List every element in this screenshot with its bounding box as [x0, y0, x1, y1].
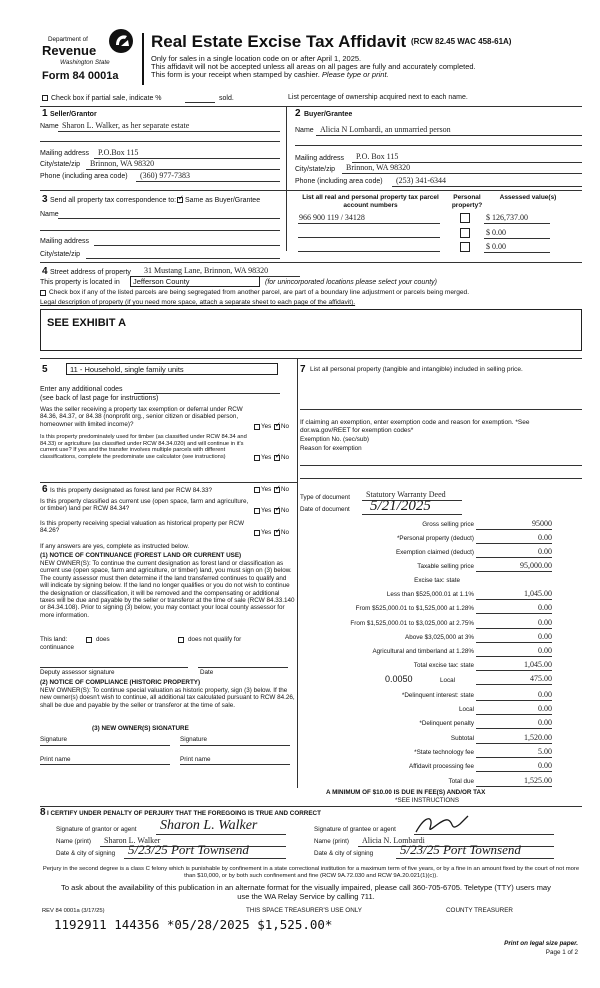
- local-label: Local: [440, 677, 456, 684]
- buyer-number: 2: [295, 108, 301, 119]
- rule: [40, 667, 188, 668]
- segregated-label: Check box if any of the listed parcels are being segregated from another parcel, are part of a boundary line adjustment or parcels being merged.: [49, 289, 470, 296]
- partial-sale-label: Check box if partial sale, indicate %: [51, 95, 162, 102]
- rule: [476, 757, 552, 758]
- s6-q2-no-checkbox[interactable]: [274, 508, 280, 514]
- delinquent-local-label: Local: [458, 706, 474, 713]
- rule: [298, 251, 440, 252]
- tier3-value[interactable]: 0.00: [538, 618, 552, 627]
- local-rate[interactable]: 0.0050: [385, 674, 413, 684]
- form-number: Form 84 0001a: [42, 70, 119, 82]
- s6-q3-text: Is this property receiving special valuation as historical property per RCW 84.26?: [40, 520, 245, 535]
- rule: [40, 106, 582, 107]
- sig-grantor[interactable]: Sharon L. Walker: [160, 818, 258, 833]
- partial-sale-checkbox[interactable]: [42, 95, 48, 101]
- section7-text: List all personal property (tangible and intangible) included in selling price.: [310, 366, 523, 373]
- rule: [156, 834, 286, 835]
- col-divider: [297, 358, 298, 788]
- perjury-notice: Perjury in the second degree is a class C felony which is punishable by confinement in a state correctional institution for a maximum term of five years, or by a fine in an amount fixed by the court of not more than $10,000, or by both such confinement and fine (RCW 9A.72.030 and RCW 9A.20.021(1)(c)).: [42, 866, 580, 879]
- section5-number: 5: [42, 364, 48, 375]
- seller-heading: Seller/Grantor: [50, 111, 97, 118]
- buyer-heading: Buyer/Grantee: [304, 111, 353, 118]
- exemption-text: If claiming an exemption, enter exemption code and reason for exemption. *See dor.wa.gov/REET for exemption codes*: [300, 419, 530, 434]
- rule: [476, 700, 552, 701]
- rule: [40, 764, 170, 765]
- rule: [134, 393, 280, 394]
- section3-city-label: City/state/zip: [40, 251, 81, 258]
- rule: [476, 684, 552, 685]
- subtitle-2: This affidavit will not be accepted unless all areas on all pages are fully and accurately completed.: [151, 62, 476, 71]
- new-owner-print-1: Print name: [40, 756, 71, 763]
- rule: [40, 141, 280, 142]
- buyer-mail-label: Mailing address: [295, 155, 345, 162]
- partial-sale-line: [185, 102, 215, 103]
- deputy-date-label: Date: [200, 669, 214, 676]
- delinquent-state-label: *Delinquent interest: state: [401, 692, 474, 699]
- s6-q2-no-label: No: [281, 507, 290, 514]
- s6-q3-yes-checkbox[interactable]: [254, 530, 260, 536]
- assessed-value-3[interactable]: $ 0.00: [486, 242, 506, 251]
- q1-no-checkbox[interactable]: [274, 424, 280, 430]
- q1-no-label: No: [281, 423, 290, 430]
- doc-date-label: Date of document: [300, 506, 350, 513]
- rule: [300, 465, 582, 466]
- rule: [476, 628, 552, 629]
- minimum-notice: A MINIMUM OF $10.00 IS DUE IN FEE(S) AND/OR TAX: [326, 789, 486, 796]
- same-as-buyer-label: Same as Buyer/Grantee: [185, 197, 261, 204]
- ownership-note: List percentage of ownership acquired next to each name.: [288, 94, 468, 101]
- subtotal-label: Subtotal: [450, 735, 474, 742]
- seller-name[interactable]: Sharon L. Walker, as her separate estate: [62, 121, 190, 130]
- legal-paper-note: Print on legal size paper.: [504, 940, 578, 947]
- rule: [396, 858, 554, 859]
- use-code-select[interactable]: [66, 363, 278, 375]
- title-rcw: (RCW 82.45 WAC 458-61A): [411, 37, 512, 46]
- rule: [392, 186, 582, 187]
- new-owner-sig-label: (3) NEW OWNER(S) SIGNATURE: [92, 725, 189, 732]
- exemption-no-label: Exemption No. (sec/sub): [300, 436, 369, 443]
- s6-q1-yes-label: Yes: [261, 486, 272, 493]
- rule: [476, 557, 552, 558]
- rule: [476, 670, 552, 671]
- page-title: Real Estate Excise Tax Affidavit: [151, 32, 407, 51]
- parcels-col1: List all real and personal property tax parcel account numbers: [302, 194, 439, 209]
- addl-codes-note: (see back of last page for instructions): [40, 395, 159, 402]
- treasurer-stamp: 1192911 144356 *05/28/2025 $1,525.00*: [54, 917, 333, 932]
- alt-format-notice: To ask about the availability of this publication in an alternate format for the visually impaired, please call 360-705-6705. Teletype (TTY) users may use the WA Relay Service by calling 711.: [61, 883, 551, 901]
- rule: [40, 190, 582, 191]
- buyer-mail[interactable]: P.O. Box 115: [356, 152, 399, 161]
- s6-q1-yes-checkbox[interactable]: [254, 487, 260, 493]
- rule: [40, 358, 582, 359]
- section7-number: 7: [300, 364, 306, 375]
- assessed-value-2[interactable]: $ 0.00: [486, 228, 506, 237]
- rule: [300, 478, 582, 479]
- q2-no-checkbox[interactable]: [274, 455, 280, 461]
- rule: [40, 745, 170, 746]
- seller-city[interactable]: Brinnon, WA 98320: [90, 159, 155, 168]
- seller-city-label: City/state/zip: [40, 161, 81, 168]
- rule: [58, 131, 280, 132]
- taxable-label: Taxable selling price: [417, 563, 474, 570]
- date-city-grantor-label: Date & city of signing: [56, 850, 116, 857]
- page-number: Page 1 of 2: [545, 949, 578, 956]
- personal-value[interactable]: 0.00: [538, 533, 552, 542]
- same-as-buyer-checkbox[interactable]: [177, 197, 183, 203]
- county-note: (for unincorporated locations please select your county): [265, 279, 437, 286]
- addl-codes-label: Enter any additional codes: [40, 386, 123, 393]
- treasurer-only: THIS SPACE TREASURER'S USE ONLY: [246, 907, 362, 914]
- header-divider: [142, 33, 144, 85]
- dor-logo-icon: [108, 28, 134, 54]
- s6-q3-no-label: No: [281, 529, 290, 536]
- county-label: This property is located in: [40, 279, 120, 286]
- notice2-title: (2) NOTICE OF COMPLIANCE (HISTORIC PROPERTY): [40, 679, 201, 686]
- use-code-value: 11 - Household, single family units: [70, 365, 184, 374]
- rule: [94, 245, 280, 246]
- notice1-title: (1) NOTICE OF CONTINUANCE (FOREST LAND OR CURRENT USE): [40, 552, 242, 559]
- rule: [476, 743, 552, 744]
- parcels-col2: Personal property?: [451, 194, 483, 209]
- exemption-claimed-label: Exemption claimed (deduct): [395, 549, 474, 556]
- rule: [476, 543, 552, 544]
- q1-text: Was the seller receiving a property tax exemption or deferral under RCW 84.36, 84.37, or 84.38 (nonprofit org., senior citizen or disabled person, homeowner with limited income)?: [40, 406, 243, 428]
- total-due-value[interactable]: 1,525.00: [524, 776, 552, 785]
- section3-text: Send all property tax correspondence to:: [50, 197, 177, 204]
- rule: [86, 258, 280, 259]
- s6-q3-no-checkbox[interactable]: [274, 530, 280, 536]
- segregated-checkbox[interactable]: [40, 290, 46, 296]
- notice2-body: NEW OWNER(S): To continue special valuation as historic property, sign (3) below. If the new owner(s) doesn't wish to continue, all additional tax calculated pursuant to RCW 84.26, shall be due and payable by the seller or transferor at the time of sale.: [40, 687, 295, 709]
- rule: [476, 529, 552, 530]
- s6-q2-yes-checkbox[interactable]: [254, 508, 260, 514]
- rule: [198, 667, 288, 668]
- county-treasurer: COUNTY TREASURER: [446, 907, 513, 914]
- delinquent-state-value[interactable]: 0.00: [538, 690, 552, 699]
- parcels-col3: Assessed value(s): [499, 194, 557, 201]
- personal-label: *Personal property (deduct): [396, 535, 474, 542]
- rule: [40, 806, 582, 807]
- tier3-label: From $1,525,000.01 to $3,025,000 at 2.75%: [350, 620, 474, 627]
- exemption-claimed-value[interactable]: 0.00: [538, 547, 552, 556]
- partial-sale-post: sold.: [219, 95, 234, 102]
- total-state-label: Total excise tax: state: [413, 662, 474, 669]
- tier5-label: Agricultural and timberland at 1.28%: [372, 648, 474, 655]
- new-owner-sig-1: Signature: [40, 736, 67, 743]
- tier4-label: Above $3,025,000 at 3%: [405, 634, 474, 641]
- buyer-phone[interactable]: (253) 341-6344: [396, 176, 446, 185]
- rule: [476, 771, 552, 772]
- seller-name-label: Name: [40, 123, 59, 130]
- rule: [40, 262, 582, 263]
- buyer-name[interactable]: Alicia N Lombardi, an unmarried person: [320, 125, 451, 134]
- rule: [414, 834, 554, 835]
- dept-line2: Revenue: [42, 43, 97, 58]
- rule: [484, 223, 550, 224]
- name-grantee-label: Name (print): [314, 838, 349, 845]
- tier1-value[interactable]: 1,045.00: [524, 589, 552, 598]
- q1-yes-checkbox[interactable]: [254, 424, 260, 430]
- affidavit-fee-value[interactable]: 0.00: [538, 761, 552, 770]
- s6-q2-text: Is this property classified as current use (open space, farm and agriculture, or timber) land per RCW 84.34?: [40, 498, 249, 513]
- legal-description-text: SEE EXHIBIT A: [47, 317, 127, 329]
- rule: [476, 786, 552, 787]
- section8-number: 8: [40, 807, 46, 818]
- rule: [316, 135, 582, 136]
- parcel-number-1[interactable]: 966 900 119 / 34128: [299, 213, 365, 222]
- penalty-label: *Delinquent penalty: [419, 720, 474, 727]
- street-address[interactable]: 31 Mustang Lane, Brinnon, WA 98320: [144, 266, 269, 275]
- q1-yes-label: Yes: [261, 423, 272, 430]
- date-city-grantee[interactable]: 5/23/25 Port Townsend: [400, 842, 521, 857]
- rule: [476, 613, 552, 614]
- rule: [58, 218, 280, 219]
- new-owner-print-2: Print name: [180, 756, 211, 763]
- affidavit-fee-label: Affidavit processing fee: [409, 763, 474, 770]
- q2-yes-label: Yes: [261, 454, 272, 461]
- subtitle-3: This form is your receipt when stamped by cashier. Please type or print.: [151, 70, 389, 79]
- rule: [476, 571, 552, 572]
- continuance-label: continuance: [40, 644, 74, 651]
- rule: [180, 745, 290, 746]
- rule: [476, 728, 552, 729]
- certify-text: I CERTIFY UNDER PENALTY OF PERJURY THAT THE FOREGOING IS TRUE AND CORRECT: [47, 810, 321, 817]
- rule: [484, 238, 550, 239]
- s6-q2-yes-label: Yes: [261, 507, 272, 514]
- personal-property-checkbox-1[interactable]: [460, 213, 470, 223]
- does-checkbox[interactable]: [86, 637, 92, 643]
- rule: [40, 482, 297, 483]
- street-label: Street address of property: [50, 269, 131, 276]
- rule: [180, 764, 290, 765]
- techfee-label: *State technology fee: [414, 749, 474, 756]
- s6-q3-yes-label: Yes: [261, 529, 272, 536]
- tier5-value[interactable]: 0.00: [538, 646, 552, 655]
- q2-no-label: No: [281, 454, 290, 461]
- sig-grantee-scribble[interactable]: [412, 812, 472, 836]
- total-due-label: Total due: [448, 778, 474, 785]
- does-not-checkbox[interactable]: [178, 637, 184, 643]
- rule: [40, 230, 280, 231]
- s6-q4-text: If any answers are yes, complete as instructed below.: [40, 543, 190, 550]
- subtitle-1: Only for sales in a single location code on or after April 1, 2025.: [151, 54, 362, 63]
- seller-number: 1: [42, 108, 48, 119]
- tier4-value[interactable]: 0.00: [538, 632, 552, 641]
- delinquent-local-value[interactable]: 0.00: [538, 704, 552, 713]
- seller-mail-label: Mailing address: [40, 150, 90, 157]
- seller-phone-label: Phone (including area code): [40, 173, 128, 180]
- rule: [124, 858, 286, 859]
- doc-date[interactable]: 5/21/2025: [370, 498, 431, 514]
- buyer-name-label: Name: [295, 127, 314, 134]
- subtotal-value[interactable]: 1,520.00: [524, 733, 552, 742]
- buyer-city-label: City/state/zip: [295, 166, 336, 173]
- notice1-body: NEW OWNER(S): To continue the current designation as forest land or classification as current use (open space, farm and agriculture, or timber) land, you must sign on (3) below. The county assessor must then determine if the land transferred continues to qualify and will indicate by signing below. If the land no longer qualifies or you do not wish to continue the designation or classification, it will be removed and the compensating or additional taxes will be due and payable by the seller or transferor at the time of sale (RCW 84.33.140 or 84.34.108). Prior to signing (3) below, you may contact your local county assessor for more information.: [40, 560, 295, 619]
- rule: [298, 223, 440, 224]
- rule: [476, 714, 552, 715]
- s6-q1-no-label: No: [281, 486, 290, 493]
- seller-phone[interactable]: (360) 977-7383: [140, 171, 190, 180]
- does-not-label: does not qualify for: [188, 636, 242, 643]
- techfee-value[interactable]: 5.00: [538, 747, 552, 756]
- tier2-label: From $525,000.01 to $1,525,000 at 1.28%: [355, 605, 474, 612]
- rule: [298, 237, 440, 238]
- assessed-value-1[interactable]: $ 126,737.00: [486, 213, 528, 222]
- rule: [86, 169, 280, 170]
- section3-mail-label: Mailing address: [40, 238, 90, 245]
- rule: [476, 599, 552, 600]
- q2-yes-checkbox[interactable]: [254, 455, 260, 461]
- this-land-label: This land:: [40, 636, 68, 643]
- does-label: does: [96, 636, 110, 643]
- rule: [295, 145, 582, 146]
- rule: [476, 642, 552, 643]
- rule: [362, 514, 462, 515]
- see-instructions: *SEE INSTRUCTIONS: [395, 797, 460, 804]
- personal-property-checkbox-3[interactable]: [460, 242, 470, 252]
- rule: [342, 173, 582, 174]
- s6-q1-text: Is this property designated as forest land per RCW 84.33?: [50, 487, 213, 494]
- seller-mail[interactable]: P.O.Box 115: [98, 148, 139, 157]
- section6-number: 6: [42, 484, 48, 495]
- sig-grantor-label: Signature of grantor or agent: [56, 826, 137, 833]
- s6-q1-no-checkbox[interactable]: [274, 487, 280, 493]
- new-owner-sig-2: Signature: [180, 736, 207, 743]
- date-city-grantee-label: Date & city of signing: [314, 850, 374, 857]
- buyer-phone-label: Phone (including area code): [295, 178, 383, 185]
- buyer-city[interactable]: Brinnon, WA 98320: [346, 163, 411, 172]
- q2-text: Is this property predominately used for timber (as classified under RCW 84.34 and 84.33) or agriculture (as classified under RCW 84.34.020) and will continue in it's current use? If yes and the transfer involves multiple parcels with different classifications, complete the predominate use calculator (see instructions): [40, 434, 247, 460]
- legal-description-label: Legal description of property (if you need more space, attach a separate sheet to each page of the affidavit).: [40, 299, 356, 306]
- dept-line3: Washington State: [60, 59, 110, 66]
- legal-description-box[interactable]: [40, 309, 582, 351]
- taxable-value[interactable]: 95,000.00: [520, 561, 552, 570]
- penalty-value[interactable]: 0.00: [538, 718, 552, 727]
- doc-type-label: Type of document: [300, 494, 351, 501]
- name-grantor-label: Name (print): [56, 838, 91, 845]
- col-divider: [286, 106, 287, 251]
- gross-label: Gross selling price: [422, 521, 474, 528]
- name-grantee[interactable]: Alicia N. Lombardi: [362, 836, 425, 845]
- section3-name-label: Name: [40, 211, 59, 218]
- rule: [476, 656, 552, 657]
- sig-grantee-label: Signature of grantee or agent: [314, 826, 396, 833]
- deputy-label: Deputy assessor signature: [40, 669, 115, 676]
- gross-value[interactable]: 95000: [532, 519, 552, 528]
- doc-type[interactable]: Statutory Warranty Deed: [366, 490, 446, 499]
- personal-property-checkbox-2[interactable]: [460, 228, 470, 238]
- county-select[interactable]: [130, 276, 260, 287]
- rev-number: REV 84 0001a (3/17/25): [42, 908, 105, 914]
- rule: [300, 409, 582, 410]
- reason-label: Reason for exemption: [300, 445, 362, 452]
- tier1-label: Less than $525,000.01 at 1.1%: [386, 591, 474, 598]
- date-city-grantor[interactable]: 5/23/25 Port Townsend: [128, 842, 249, 857]
- section3-number: 3: [42, 194, 48, 205]
- rule: [484, 252, 550, 253]
- section4-number: 4: [42, 266, 48, 277]
- excise-label: Excise tax: state: [414, 577, 460, 584]
- total-state-value[interactable]: 1,045.00: [524, 660, 552, 669]
- rule: [136, 181, 280, 182]
- local-value[interactable]: 475.00: [530, 674, 552, 683]
- dept-line1: Department of: [48, 36, 88, 43]
- county-value: Jefferson County: [133, 277, 190, 286]
- tier2-value[interactable]: 0.00: [538, 603, 552, 612]
- name-grantor[interactable]: Sharon L. Walker: [104, 836, 161, 845]
